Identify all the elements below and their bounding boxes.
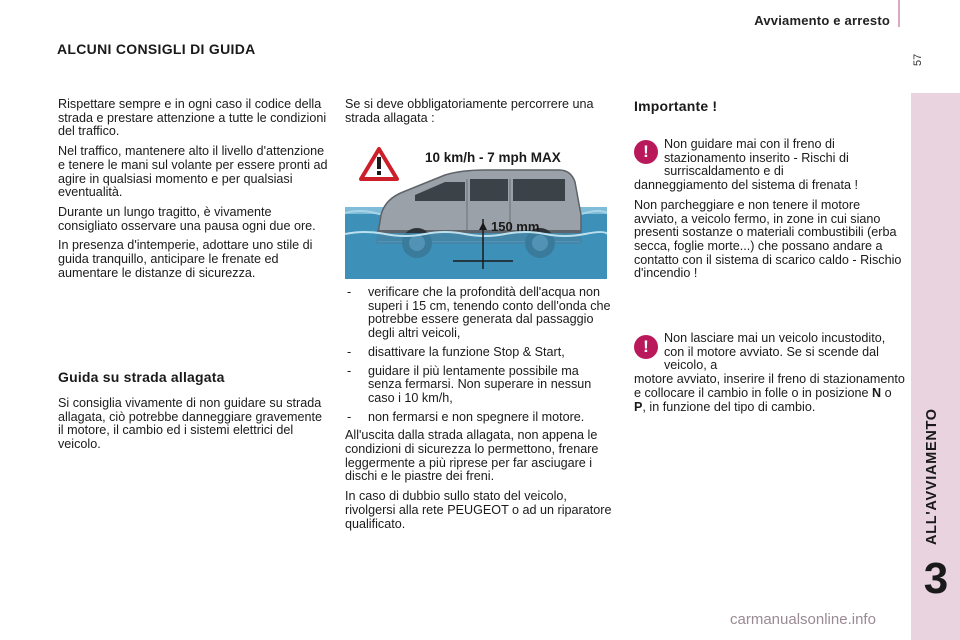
header-divider — [898, 0, 900, 27]
page-number: 57 — [912, 53, 924, 66]
warning-fire-risk: Non parcheggiare e non tenere il motore avviato, a veicolo fermo, in zone in cui siano presenti sostanze o materiali combustibili (erba secca, foglie morte...) che possano andare a contatto con il sistema di scarico caldo - Rischio d'incendio ! — [634, 197, 902, 281]
chapter-number: 3 — [923, 554, 949, 603]
watermark: carmanualsonline.info — [730, 611, 876, 628]
warning-icon: ! — [634, 335, 658, 359]
paragraph: All'uscita dalla strada allagata, non appena le condizioni di sicurezza lo permettono, frenare leggermente a più riprese per far asciugare i dischi e le piastre dei freni. — [345, 428, 599, 484]
column-flooded-instructions — [345, 286, 615, 537]
paragraph: Se si deve obbligatoriamente percorrere una strada allagata : — [345, 97, 594, 125]
warning-parking-brake — [634, 138, 906, 287]
warning-continuation: danneggiamento del sistema di frenata ! — [634, 178, 859, 193]
important-heading: Importante ! — [634, 98, 718, 114]
paragraph: Nel traffico, mantenere alto il livello d'attenzione e tenere le mani sul volante per essere pronti ad agire in qualsiasi momento e per qualsiasi eventualità. — [58, 144, 328, 200]
list-item: - verificare che la profondità dell'acqua non superi i 15 cm, tenendo conto dell'onda che potrebbe essere generata dal passaggio degli altri veicoli, — [345, 286, 615, 341]
chapter-tab-label: ALL'AVVIAMENTO — [924, 408, 940, 545]
warning-lead: Non guidare mai con il freno di stazionamento inserito - Rischi di surriscaldamento e di — [664, 137, 849, 179]
paragraph: Rispettare sempre e in ogni caso il codice della strada e prestare attenzione a tutte le condizioni del traffico. — [58, 97, 327, 139]
subheading-flooded-road: Guida su strada allagata — [58, 369, 225, 385]
warning-lead: Non lasciare mai un veicolo incustodito, con il motore avviato. Se si scende dal veicolo, a — [664, 331, 886, 373]
paragraph: In caso di dubbio sullo stato del veicolo, rivolgersi alla rete PEUGEOT o ad un riparatore qualificato. — [345, 489, 612, 531]
warning-unattended-vehicle — [634, 332, 906, 420]
water-depth-label: 150 mm — [491, 219, 540, 234]
column-general-advice — [58, 98, 330, 286]
gear-p: P — [634, 399, 643, 414]
warning-continuation: motore avviato, inserire il freno di stazionamento e collocare il cambio in folle o in posizione — [634, 372, 905, 400]
warning-icon: ! — [634, 140, 658, 164]
warning-tail: , in funzione del tipo di cambio. — [642, 399, 816, 414]
conjunction: o — [881, 385, 892, 400]
instruction-list — [345, 286, 615, 424]
paragraph: In presenza d'intemperie, adottare uno stile di guida tranquillo, anticipare le frenate ed aumentare le distanze di sicurezza. — [58, 238, 313, 280]
paragraph: Durante un lungo tragitto, è vivamente consigliato osservare una pausa ogni due ore. — [58, 204, 316, 233]
flooded-road-illustration — [345, 137, 607, 279]
list-item: - disattivare la funzione Stop & Start, — [345, 346, 615, 360]
column-flooded-intro — [345, 98, 615, 131]
page-title: ALCUNI CONSIGLI DI GUIDA — [57, 41, 256, 57]
speed-limit-label: 10 km/h - 7 mph MAX — [425, 150, 561, 165]
paragraph: Si consiglia vivamente di non guidare su strada allagata, ciò potrebbe danneggiare gravemente il motore, il cambio ed i sistemi elettrici del veicolo. — [58, 396, 322, 452]
list-item: - guidare il più lentamente possibile ma senza fermarsi. Non superare in nessun caso i 10 km/h, — [345, 365, 615, 406]
column-flooded-warning — [58, 397, 330, 458]
gear-n: N — [872, 385, 882, 400]
list-item: - non fermarsi e non spegnere il motore. — [345, 411, 615, 425]
running-header: Avviamento e arresto — [754, 13, 890, 28]
